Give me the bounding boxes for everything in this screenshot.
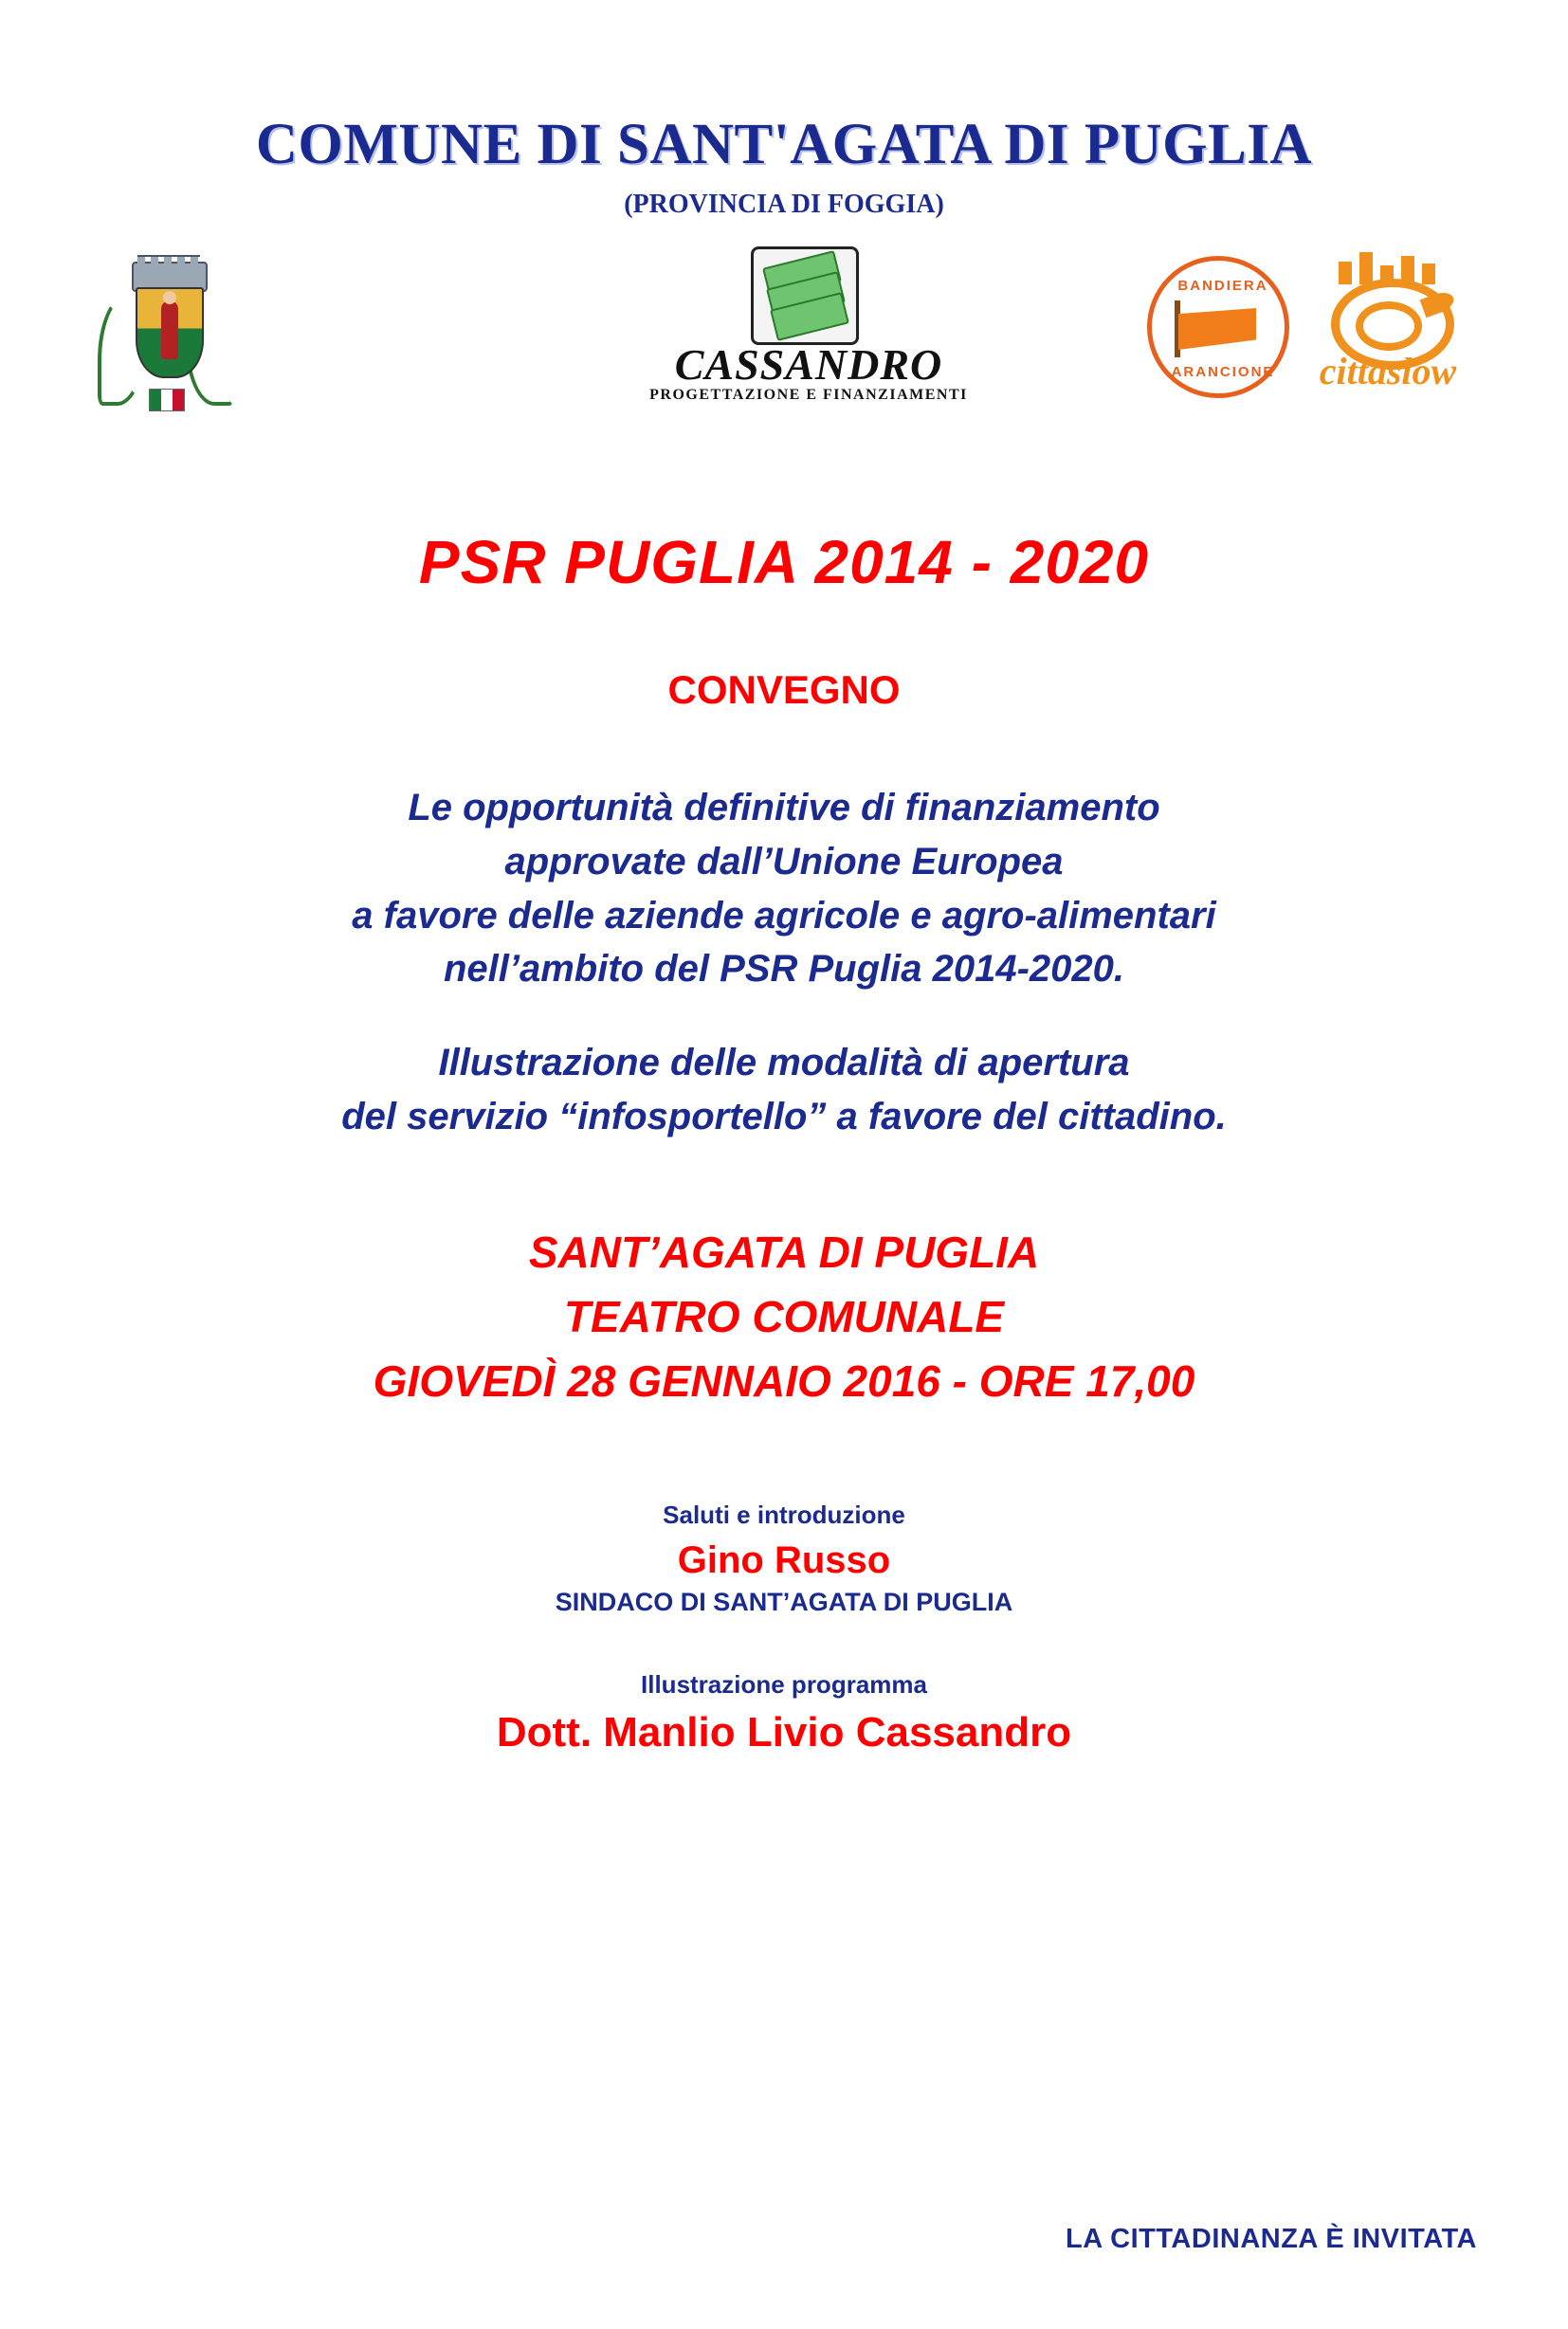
shield-icon	[136, 287, 204, 378]
page-subtitle: (PROVINCIA DI FOGGIA)	[624, 190, 944, 219]
footer-note: LA CITTADINANZA È INVITATA	[1066, 2224, 1477, 2254]
speaker-entry	[0, 1670, 1568, 1756]
poster	[0, 112, 1568, 2329]
ribbon-icon	[149, 389, 185, 411]
cassandro-logo-tagline: PROGETTAZIONE E FINANZIAMENTI	[649, 387, 968, 403]
description-line: Illustrazione delle modalità di apertura	[438, 1042, 1130, 1084]
description-line: Le opportunità definitive di finanziamento	[408, 787, 1160, 828]
venue-place: TEATRO COMUNALE	[563, 1291, 1005, 1341]
description-line: a favore delle aziende agricole e agro-alimentari	[352, 894, 1216, 937]
figure-icon	[161, 300, 178, 359]
venue-datetime: GIOVEDÌ 28 GENNAIO 2016 - ORE 17,00	[373, 1356, 1195, 1406]
speaker-subtitle: SINDACO DI SANT’AGATA DI PUGLIA	[555, 1588, 1013, 1617]
logo-row	[0, 235, 1568, 444]
cittaslow-logo	[1306, 245, 1469, 415]
flag-icon	[1178, 308, 1256, 350]
bandiera-word-bottom: ARANCIONE	[1171, 364, 1275, 380]
program-title: PSR PUGLIA 2014 - 2020	[418, 528, 1150, 596]
cassandro-logo-name: CASSANDRO	[674, 340, 943, 389]
snail-shell-icon	[1356, 301, 1422, 351]
speakers-block	[0, 1501, 1568, 1756]
comune-coat-of-arms-icon	[90, 245, 242, 434]
bandiera-word-top: BANDIERA	[1177, 278, 1268, 294]
venue-block	[0, 1220, 1568, 1413]
description-line: approvate dall’Unione Europea	[504, 840, 1064, 882]
description-block	[0, 781, 1568, 996]
bandiera-arancione-logo	[1147, 256, 1289, 398]
speaker-entry	[0, 1501, 1568, 1617]
event-type: CONVEGNO	[667, 667, 901, 712]
description-block-secondary	[0, 1036, 1568, 1144]
cassandro-logo	[637, 245, 980, 427]
money-icon	[751, 246, 859, 345]
page-title: COMUNE DI SANT'AGATA DI PUGLIA	[255, 113, 1313, 176]
speaker-role: Illustrazione programma	[641, 1670, 927, 1700]
description-line: nell’ambito del PSR Puglia 2014-2020.	[443, 948, 1125, 991]
cittaslow-logo-name: cittaslow	[1319, 350, 1457, 392]
description-line: del servizio “infosportello” a favore del cittadino.	[341, 1095, 1227, 1137]
speaker-name: Dott. Manlio Livio Cassandro	[496, 1709, 1072, 1756]
venue-city: SANT’AGATA DI PUGLIA	[528, 1227, 1040, 1277]
speaker-role: Saluti e introduzione	[663, 1501, 905, 1530]
speaker-name: Gino Russo	[677, 1539, 891, 1582]
